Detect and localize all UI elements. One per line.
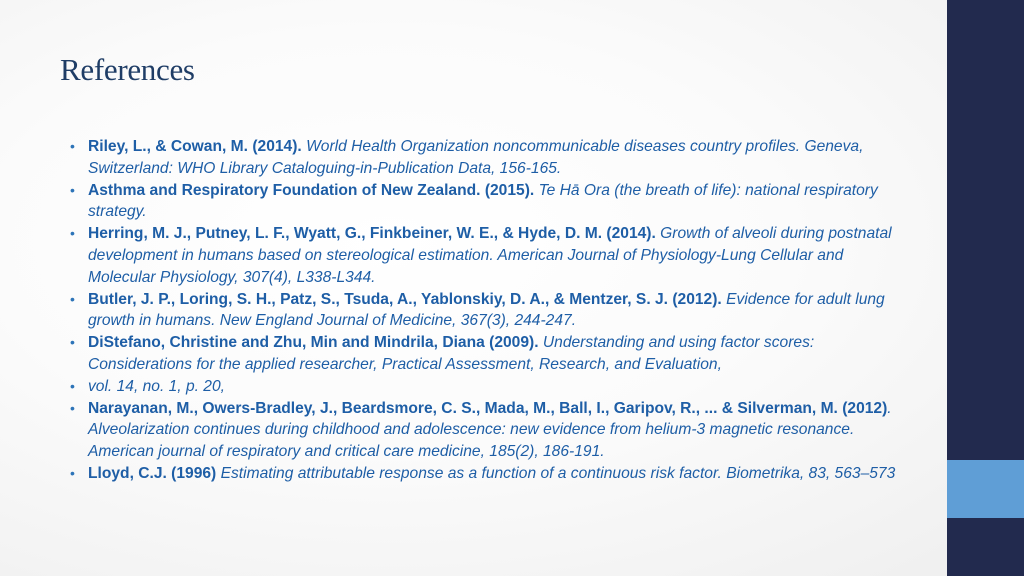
reference-item: [70, 223, 905, 288]
slide-title: References: [60, 52, 195, 87]
reference-authors: Asthma and Respiratory Foundation of New Zealand. (2015).: [88, 181, 535, 199]
reference-authors: Lloyd, C.J. (1996): [88, 464, 217, 482]
bullet-icon: •: [70, 464, 75, 481]
reference-source: Growth of alveoli during postnatal development in humans based on stereological estimation. American Journal of Physiology-Lung Cellular and Molecular Physiology, 307(4), L338-L344.: [88, 225, 892, 286]
reference-source: Evidence for adult lung growth in humans. New England Journal of Medicine, 367(3), 244-247.: [88, 290, 885, 330]
bullet-icon: •: [70, 377, 75, 394]
reference-item: [70, 332, 905, 376]
reference-item: [70, 376, 905, 398]
reference-source: Te Hā Ora (the breath of life): national respiratory strategy.: [88, 181, 878, 221]
reference-item: [70, 180, 905, 224]
reference-item: [70, 398, 905, 463]
reference-authors: DiStefano, Christine and Zhu, Min and Mindrila, Diana (2009).: [88, 334, 539, 352]
reference-authors: Butler, J. P., Loring, S. H., Patz, S., Tsuda, A., Yablonskiy, D. A., & Mentzer, S. J. (2012).: [88, 290, 722, 308]
reference-item: [70, 289, 905, 333]
reference-authors: Herring, M. J., Putney, L. F., Wyatt, G., Finkbeiner, W. E., & Hyde, D. M. (2014).: [88, 225, 656, 243]
reference-item: [70, 463, 905, 485]
reference-source: . Alveolarization continues during childhood and adolescence: new evidence from helium-3 magnetic resonance. American journal of respiratory and critical care medicine, 185(2), 186-191.: [88, 399, 892, 461]
bullet-icon: •: [70, 334, 75, 351]
bullet-icon: •: [70, 290, 75, 307]
bullet-icon: •: [70, 181, 75, 198]
side-bar-accent: [947, 460, 1024, 518]
reference-source: Understanding and using factor scores: Considerations for the applied researcher, Practical Assessment, Research, and Evaluation,: [88, 334, 815, 373]
reference-source: vol. 14, no. 1, p. 20,: [88, 377, 225, 395]
bullet-icon: •: [70, 225, 75, 242]
references-list: [70, 136, 905, 485]
bullet-icon: •: [70, 138, 75, 154]
bullet-icon: •: [70, 399, 75, 416]
reference-source: Estimating attributable response as a function of a continuous risk factor. Biometrika, 83, 563–573: [216, 464, 896, 482]
reference-item: [70, 136, 905, 180]
reference-authors: Riley, L., & Cowan, M. (2014).: [88, 138, 302, 155]
reference-source: World Health Organization noncommunicable diseases country profiles. Geneva, Switzerland: WHO Library Cataloguing-in-Publication Data, 156-165.: [88, 138, 864, 177]
reference-authors: Narayanan, M., Owers-Bradley, J., Beardsmore, C. S., Mada, M., Ball, I., Garipov, R., ... & Silverman, M. (2012): [88, 399, 888, 417]
